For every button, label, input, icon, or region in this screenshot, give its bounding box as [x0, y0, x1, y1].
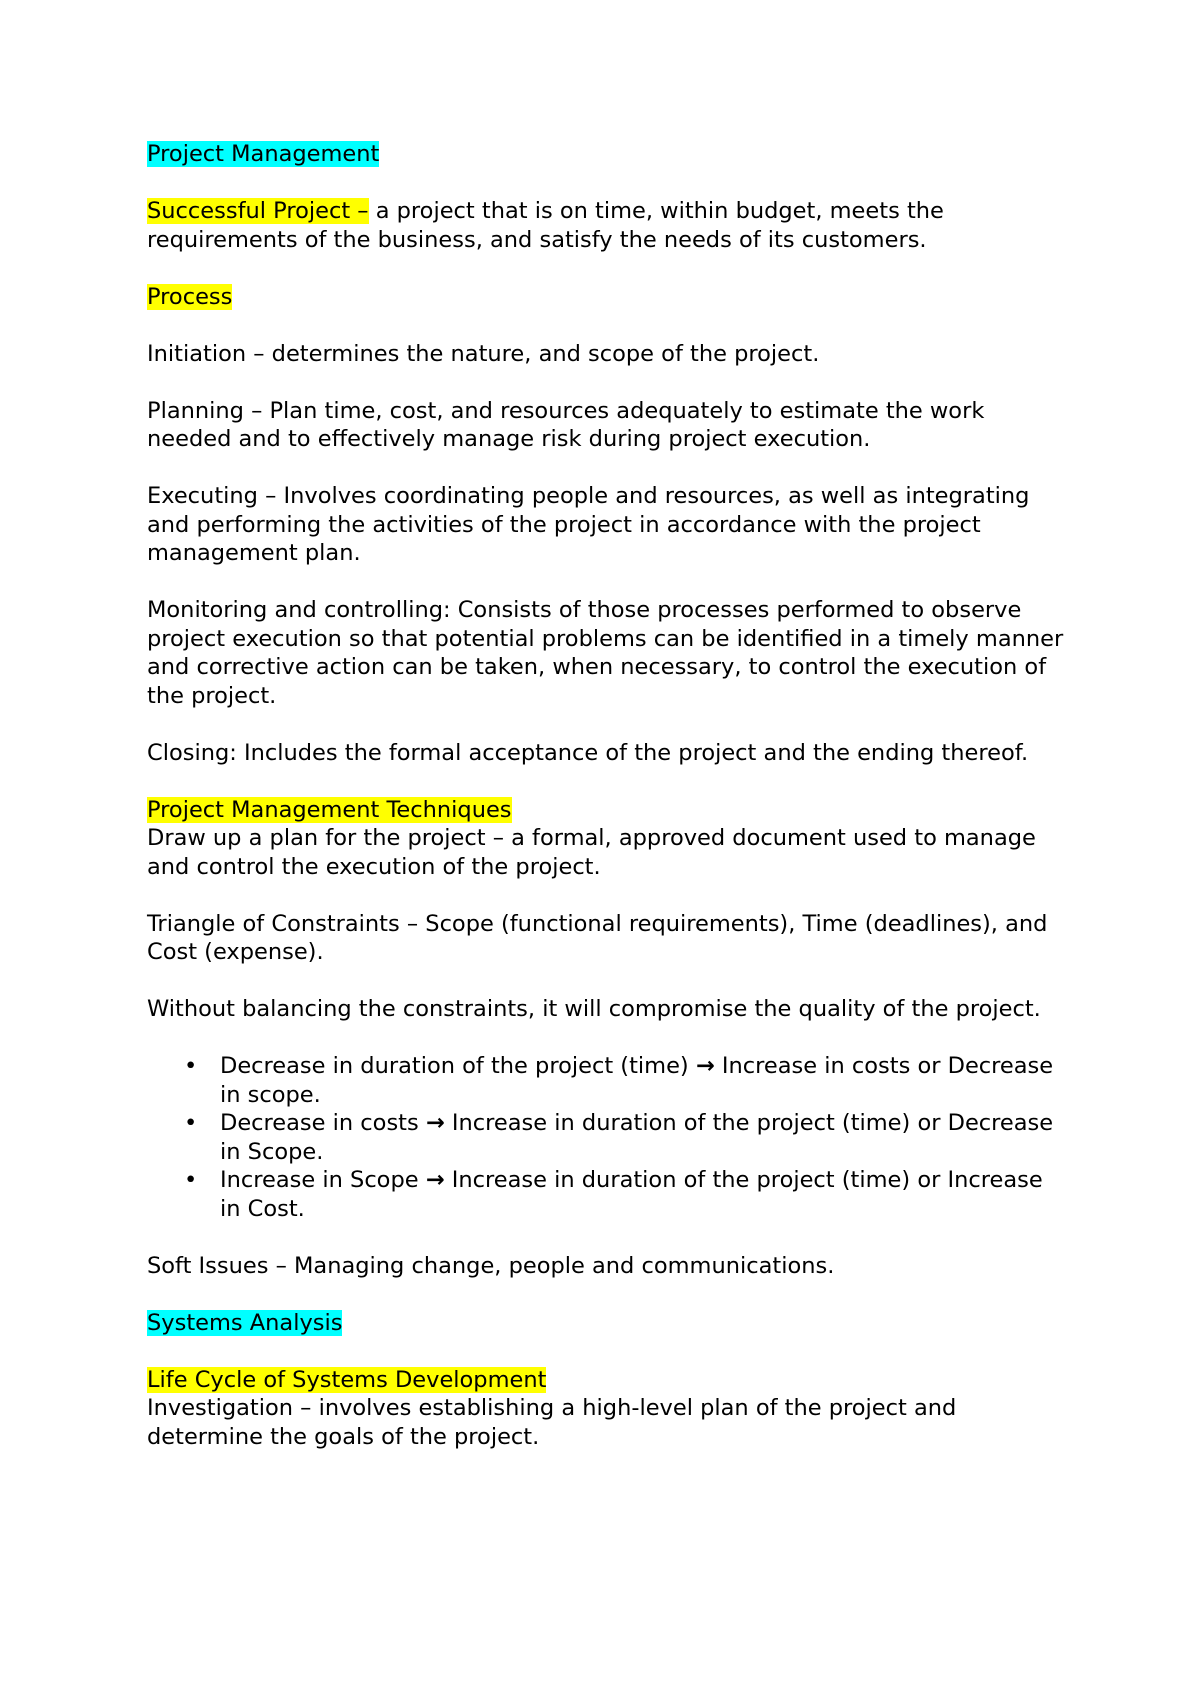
arrow-right-icon: →	[425, 1110, 445, 1136]
techniques-intro: Draw up a plan for the project – a formal, approved document used to manage and control the execution of the project.	[147, 825, 1036, 880]
arrow-right-icon: →	[425, 1167, 445, 1193]
techniques-heading-text: Project Management Techniques	[147, 796, 512, 823]
successful-project-paragraph	[147, 197, 1067, 254]
process-heading	[147, 283, 1067, 312]
arrow-right-icon: →	[695, 1053, 715, 1079]
bullet-effect: Increase in duration of the project (time) or Increase in Cost.	[220, 1167, 1043, 1222]
systems-analysis-heading	[147, 1309, 1067, 1338]
bullet-cause: Increase in Scope	[220, 1167, 426, 1193]
list-item	[147, 1166, 1067, 1223]
title-text: Project Management	[147, 141, 380, 167]
bullet-icon: •	[184, 1167, 198, 1193]
process-step-executing: Executing – Involves coordinating people and resources, as well as integrating and performing the activities of the project in accordance with the project management plan.	[147, 483, 1030, 566]
list-item	[147, 1052, 1067, 1109]
balancing-constraints: Without balancing the constraints, it will compromise the quality of the project.	[147, 996, 1041, 1022]
systems-analysis-heading-text: Systems Analysis	[147, 1309, 343, 1336]
techniques-heading	[147, 796, 1067, 825]
bullet-cause: Decrease in duration of the project (time)	[220, 1053, 696, 1079]
list-item	[147, 1109, 1067, 1166]
triangle-of-constraints: Triangle of Constraints – Scope (functional requirements), Time (deadlines), and Cost (expense).	[147, 910, 1048, 965]
process-heading-text: Process	[147, 283, 233, 310]
document-title	[147, 140, 1067, 169]
bullet-effect: Increase in duration of the project (time) or Decrease in Scope.	[220, 1110, 1054, 1165]
document-page	[147, 140, 1067, 1480]
investigation-paragraph: Investigation – involves establishing a high-level plan of the project and determine the goals of the project.	[147, 1395, 957, 1450]
bullet-icon: •	[184, 1110, 198, 1136]
bullet-icon: •	[184, 1053, 198, 1079]
process-step-closing: Closing: Includes the formal acceptance of the project and the ending thereof.	[147, 739, 1029, 766]
bullet-cause: Decrease in costs	[220, 1110, 426, 1136]
lifecycle-heading	[147, 1366, 1067, 1395]
soft-issues: Soft Issues – Managing change, people and communications.	[147, 1252, 835, 1279]
process-step-planning: Planning – Plan time, cost, and resources adequately to estimate the work needed and to effectively manage risk during project execution.	[147, 397, 985, 452]
process-step-monitoring: Monitoring and controlling: Consists of those processes performed to observe project execution so that potential problems can be identified in a timely manner and corrective action can be taken, when necessary, to control the execution of the project.	[147, 597, 1064, 709]
constraints-bullet-list	[147, 1052, 1067, 1223]
successful-project-definition: a project that is on time, within budget, meets the requirements of the business, and satisfy the needs of its customers.	[147, 198, 944, 253]
process-step-initiation: Initiation – determines the nature, and scope of the project.	[147, 340, 820, 367]
successful-project-term: Successful Project –	[147, 198, 369, 224]
bullet-effect: Increase in costs or Decrease in scope.	[220, 1053, 1054, 1108]
lifecycle-heading-text: Life Cycle of Systems Development	[147, 1366, 547, 1393]
